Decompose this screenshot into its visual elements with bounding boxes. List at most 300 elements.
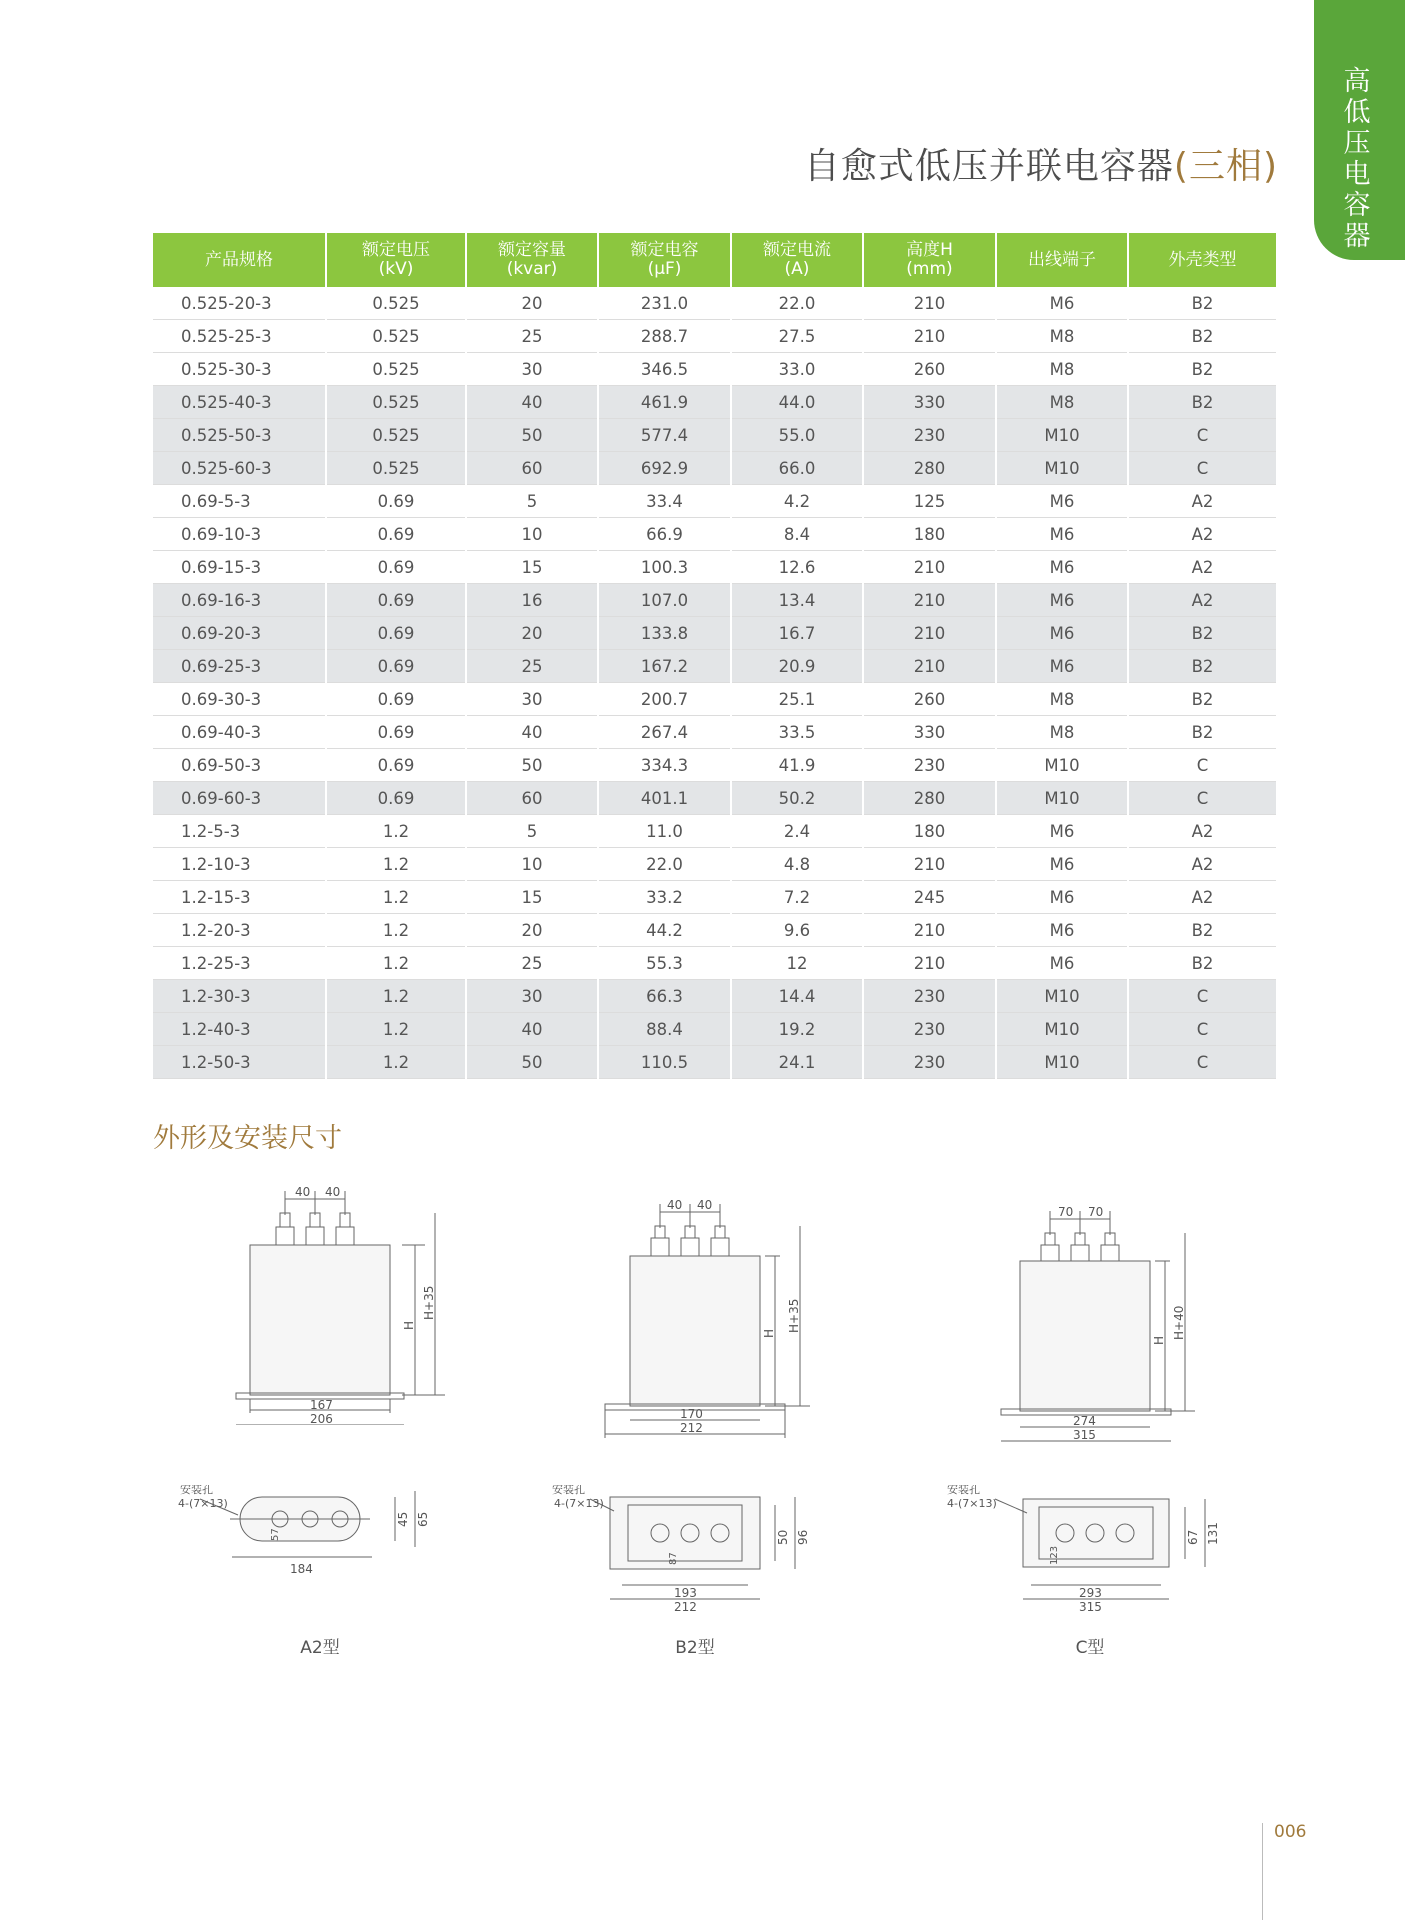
table-cell: 0.69-16-3 xyxy=(153,584,326,617)
table-cell: 100.3 xyxy=(598,551,731,584)
table-cell: A2 xyxy=(1128,485,1276,518)
column-header-label: 出线端子 xyxy=(1028,249,1096,270)
b2-hole-spec: 4-(7×13) xyxy=(554,1497,604,1510)
table-cell: B2 xyxy=(1128,683,1276,716)
table-cell: M10 xyxy=(996,1013,1128,1046)
table-row xyxy=(153,683,1276,716)
table-cell: 210 xyxy=(863,320,996,353)
table-cell: B2 xyxy=(1128,914,1276,947)
table-cell: 210 xyxy=(863,551,996,584)
table-cell: 180 xyxy=(863,518,996,551)
table-cell: 1.2 xyxy=(326,914,466,947)
table-cell: 0.69 xyxy=(326,551,466,584)
table-cell: 40 xyxy=(466,716,598,749)
table-cell: 230 xyxy=(863,1013,996,1046)
table-cell: 1.2 xyxy=(326,980,466,1013)
table-cell: 167.2 xyxy=(598,650,731,683)
table-row xyxy=(153,518,1276,551)
table-cell: 692.9 xyxy=(598,452,731,485)
table-cell: 0.69-40-3 xyxy=(153,716,326,749)
column-header-label: 产品规格 xyxy=(205,249,273,270)
table-cell: 0.69-10-3 xyxy=(153,518,326,551)
table-cell: 280 xyxy=(863,452,996,485)
b2-inner-width: 170 xyxy=(680,1407,703,1421)
table-cell: 200.7 xyxy=(598,683,731,716)
table-cell: 0.525-25-3 xyxy=(153,320,326,353)
b2-outer-width: 212 xyxy=(680,1421,703,1435)
table-cell: C xyxy=(1128,452,1276,485)
table-row xyxy=(153,815,1276,848)
table-row xyxy=(153,287,1276,320)
table-cell: 180 xyxy=(863,815,996,848)
table-cell: M6 xyxy=(996,650,1128,683)
page-title-suffix: (三相) xyxy=(1173,146,1278,187)
a2-h-total: H+35 xyxy=(422,1285,436,1320)
b2-base-d3: 87 xyxy=(668,1552,679,1565)
a2-base-d2: 65 xyxy=(416,1511,430,1527)
table-cell: 22.0 xyxy=(731,287,863,320)
table-cell: 13.4 xyxy=(731,584,863,617)
c-caption: C型 xyxy=(1075,1638,1105,1658)
table-cell: 33.5 xyxy=(731,716,863,749)
table-row xyxy=(153,386,1276,419)
table-cell: 1.2 xyxy=(326,881,466,914)
category-label: 高低压电容器 xyxy=(1343,66,1371,252)
table-cell: 40 xyxy=(466,1013,598,1046)
table-cell: 210 xyxy=(863,287,996,320)
table-cell: M10 xyxy=(996,980,1128,1013)
table-cell: C xyxy=(1128,1013,1276,1046)
table-row xyxy=(153,584,1276,617)
table-cell: 210 xyxy=(863,914,996,947)
table-cell: 25 xyxy=(466,650,598,683)
column-header-label: 额定电流 xyxy=(763,240,831,260)
table-cell: 1.2 xyxy=(326,1013,466,1046)
table-row xyxy=(153,848,1276,881)
b2-h-total: H+35 xyxy=(787,1298,801,1333)
table-cell: B2 xyxy=(1128,287,1276,320)
table-cell: 20.9 xyxy=(731,650,863,683)
table-row xyxy=(153,1046,1276,1079)
footer-divider xyxy=(1262,1823,1263,1920)
a2-base-d1: 45 xyxy=(396,1511,410,1527)
table-cell: 1.2-10-3 xyxy=(153,848,326,881)
b2-base-outer: 212 xyxy=(674,1600,697,1614)
table-cell: 210 xyxy=(863,947,996,980)
c-base-outer: 315 xyxy=(1079,1600,1102,1614)
table-cell: 0.525 xyxy=(326,452,466,485)
table-cell: 577.4 xyxy=(598,419,731,452)
table-cell: 245 xyxy=(863,881,996,914)
table-cell: M8 xyxy=(996,716,1128,749)
table-cell: A2 xyxy=(1128,518,1276,551)
a2-base-length: 184 xyxy=(290,1562,313,1576)
table-cell: 55.0 xyxy=(731,419,863,452)
drawing-c xyxy=(995,1205,1235,1459)
table-cell: C xyxy=(1128,749,1276,782)
table-cell: B2 xyxy=(1128,320,1276,353)
c-pitch-1: 70 xyxy=(1058,1205,1074,1219)
table-cell: 107.0 xyxy=(598,584,731,617)
column-header xyxy=(466,233,598,287)
table-row xyxy=(153,914,1276,947)
table-cell: A2 xyxy=(1128,551,1276,584)
column-header-label: 额定电容 xyxy=(630,240,699,260)
table-cell: 11.0 xyxy=(598,815,731,848)
table-cell: 0.525 xyxy=(326,353,466,386)
table-cell: 30 xyxy=(466,353,598,386)
table-cell: 50.2 xyxy=(731,782,863,815)
table-cell: 60 xyxy=(466,452,598,485)
table-cell: M10 xyxy=(996,1046,1128,1079)
table-cell: B2 xyxy=(1128,617,1276,650)
c-front-view xyxy=(995,1205,1235,1455)
table-cell: 44.2 xyxy=(598,914,731,947)
table-cell: 4.2 xyxy=(731,485,863,518)
table-cell: 25 xyxy=(466,947,598,980)
table-row xyxy=(153,749,1276,782)
table-cell: 230 xyxy=(863,749,996,782)
a2-caption: A2型 xyxy=(300,1638,340,1658)
table-cell: 27.5 xyxy=(731,320,863,353)
column-header-label: 高度H xyxy=(906,240,953,260)
table-cell: 288.7 xyxy=(598,320,731,353)
table-cell: 280 xyxy=(863,782,996,815)
table-cell: M6 xyxy=(996,617,1128,650)
table-cell: 20 xyxy=(466,617,598,650)
table-cell: M8 xyxy=(996,683,1128,716)
table-cell: 4.8 xyxy=(731,848,863,881)
table-row xyxy=(153,782,1276,815)
table-cell: 267.4 xyxy=(598,716,731,749)
table-cell: M6 xyxy=(996,947,1128,980)
table-row xyxy=(153,716,1276,749)
table-cell: 66.0 xyxy=(731,452,863,485)
table-cell: 210 xyxy=(863,584,996,617)
table-cell: 14.4 xyxy=(731,980,863,1013)
table-cell: 0.69-60-3 xyxy=(153,782,326,815)
table-cell: 30 xyxy=(466,683,598,716)
table-cell: 55.3 xyxy=(598,947,731,980)
a2-pitch-2: 40 xyxy=(325,1185,341,1199)
c-base-d2: 131 xyxy=(1206,1522,1220,1545)
table-cell: B2 xyxy=(1128,716,1276,749)
column-header xyxy=(326,233,466,287)
b2-pitch-2: 40 xyxy=(697,1198,713,1212)
table-cell: 230 xyxy=(863,1046,996,1079)
drawing-b2 xyxy=(595,1198,895,1452)
c-base-view xyxy=(945,1485,1235,1615)
table-cell: 0.69-25-3 xyxy=(153,650,326,683)
table-cell: 1.2-5-3 xyxy=(153,815,326,848)
page-title-main: 自愈式低压并联电容器 xyxy=(803,146,1174,187)
table-row xyxy=(153,1013,1276,1046)
table-cell: M6 xyxy=(996,485,1128,518)
table-cell: 1.2-50-3 xyxy=(153,1046,326,1079)
table-cell: B2 xyxy=(1128,386,1276,419)
table-cell: 0.69 xyxy=(326,518,466,551)
table-cell: 40 xyxy=(466,386,598,419)
table-cell: 210 xyxy=(863,617,996,650)
table-cell: 0.69-15-3 xyxy=(153,551,326,584)
table-row xyxy=(153,617,1276,650)
table-cell: 1.2-40-3 xyxy=(153,1013,326,1046)
table-cell: 0.525-20-3 xyxy=(153,287,326,320)
table-cell: 50 xyxy=(466,1046,598,1079)
table-cell: M6 xyxy=(996,518,1128,551)
table-cell: 50 xyxy=(466,749,598,782)
table-cell: 0.525 xyxy=(326,386,466,419)
drawing-c-base xyxy=(945,1485,1235,1619)
table-cell: 30 xyxy=(466,980,598,1013)
table-cell: B2 xyxy=(1128,947,1276,980)
table-cell: M6 xyxy=(996,848,1128,881)
table-cell: 133.8 xyxy=(598,617,731,650)
table-cell: 110.5 xyxy=(598,1046,731,1079)
spec-table-header xyxy=(153,233,1276,287)
table-cell: 33.0 xyxy=(731,353,863,386)
table-cell: 210 xyxy=(863,650,996,683)
page-title xyxy=(780,138,1278,189)
c-base-d3: 123 xyxy=(1049,1545,1060,1565)
a2-pitch-1: 40 xyxy=(295,1185,311,1199)
table-cell: 1.2-20-3 xyxy=(153,914,326,947)
table-cell: 20 xyxy=(466,914,598,947)
table-cell: 66.3 xyxy=(598,980,731,1013)
table-cell: 461.9 xyxy=(598,386,731,419)
table-cell: M6 xyxy=(996,914,1128,947)
table-cell: B2 xyxy=(1128,650,1276,683)
table-cell: 2.4 xyxy=(731,815,863,848)
table-cell: 1.2-30-3 xyxy=(153,980,326,1013)
table-cell: B2 xyxy=(1128,353,1276,386)
drawing-a2 xyxy=(170,1185,460,1429)
table-cell: A2 xyxy=(1128,584,1276,617)
table-cell: 1.2 xyxy=(326,947,466,980)
c-h-total: H+40 xyxy=(1172,1305,1186,1340)
a2-outer-width: 206 xyxy=(310,1412,333,1425)
column-header xyxy=(996,233,1128,287)
table-cell: 12 xyxy=(731,947,863,980)
table-row xyxy=(153,551,1276,584)
table-cell: M8 xyxy=(996,353,1128,386)
table-cell: 1.2 xyxy=(326,1046,466,1079)
table-cell: 22.0 xyxy=(598,848,731,881)
table-cell: 9.6 xyxy=(731,914,863,947)
table-cell: 0.69 xyxy=(326,716,466,749)
table-cell: 7.2 xyxy=(731,881,863,914)
column-header-label: 额定电压 xyxy=(362,240,430,260)
table-cell: 12.6 xyxy=(731,551,863,584)
b2-base-d1: 50 xyxy=(776,1529,790,1545)
table-cell: A2 xyxy=(1128,848,1276,881)
table-cell: 0.525-30-3 xyxy=(153,353,326,386)
b2-pitch-1: 40 xyxy=(667,1198,683,1212)
table-cell: 1.2 xyxy=(326,848,466,881)
table-row xyxy=(153,881,1276,914)
table-row xyxy=(153,353,1276,386)
table-cell: 401.1 xyxy=(598,782,731,815)
table-cell: 1.2-25-3 xyxy=(153,947,326,980)
b2-hole-label: 安装孔 xyxy=(552,1485,585,1496)
table-cell: 8.4 xyxy=(731,518,863,551)
table-cell: 19.2 xyxy=(731,1013,863,1046)
table-cell: M10 xyxy=(996,452,1128,485)
table-cell: 15 xyxy=(466,881,598,914)
table-cell: 230 xyxy=(863,419,996,452)
table-row xyxy=(153,947,1276,980)
table-cell: M6 xyxy=(996,881,1128,914)
table-cell: 330 xyxy=(863,716,996,749)
table-cell: 0.69-30-3 xyxy=(153,683,326,716)
column-header xyxy=(863,233,996,287)
c-hole-spec: 4-(7×13) xyxy=(947,1497,997,1510)
table-cell: 330 xyxy=(863,386,996,419)
b2-base-inner: 193 xyxy=(674,1586,697,1600)
table-cell: 41.9 xyxy=(731,749,863,782)
table-cell: 25 xyxy=(466,320,598,353)
c-base-inner: 293 xyxy=(1079,1586,1102,1600)
table-cell: 231.0 xyxy=(598,287,731,320)
table-cell: C xyxy=(1128,782,1276,815)
table-cell: 1.2 xyxy=(326,815,466,848)
a2-h-label: H xyxy=(402,1320,416,1330)
b2-caption: B2型 xyxy=(675,1638,715,1658)
page-number: 006 xyxy=(1274,1822,1307,1842)
category-side-tab xyxy=(1314,0,1405,260)
section-title: 外形及安装尺寸 xyxy=(153,1123,342,1154)
column-header-label: 外壳类型 xyxy=(1168,249,1237,270)
table-cell: 33.4 xyxy=(598,485,731,518)
a2-base-view xyxy=(170,1485,440,1585)
table-cell: C xyxy=(1128,1046,1276,1079)
table-cell: 334.3 xyxy=(598,749,731,782)
table-cell: 230 xyxy=(863,980,996,1013)
table-cell: M8 xyxy=(996,320,1128,353)
table-cell: 88.4 xyxy=(598,1013,731,1046)
table-cell: M10 xyxy=(996,749,1128,782)
table-cell: C xyxy=(1128,419,1276,452)
a2-inner-width: 167 xyxy=(310,1398,333,1412)
table-cell: A2 xyxy=(1128,815,1276,848)
table-cell: A2 xyxy=(1128,881,1276,914)
c-hole-label: 安装孔 xyxy=(947,1485,980,1496)
table-cell: M6 xyxy=(996,584,1128,617)
table-cell: 10 xyxy=(466,518,598,551)
table-cell: M10 xyxy=(996,782,1128,815)
column-header-unit: (kvar) xyxy=(506,259,558,279)
table-cell: 0.525-50-3 xyxy=(153,419,326,452)
column-header-label: 额定容量 xyxy=(498,240,566,260)
table-cell: 0.525 xyxy=(326,287,466,320)
b2-front-view xyxy=(595,1198,895,1448)
column-header-unit: (mm) xyxy=(906,259,953,279)
table-cell: M8 xyxy=(996,386,1128,419)
table-cell: 0.69-20-3 xyxy=(153,617,326,650)
table-row xyxy=(153,452,1276,485)
table-row xyxy=(153,485,1276,518)
table-cell: 10 xyxy=(466,848,598,881)
table-cell: 5 xyxy=(466,485,598,518)
a2-base-d3: 57 xyxy=(270,1528,281,1541)
c-outer-width: 315 xyxy=(1073,1428,1096,1442)
table-cell: 20 xyxy=(466,287,598,320)
column-header xyxy=(1128,233,1276,287)
table-cell: 0.525 xyxy=(326,419,466,452)
c-pitch-2: 70 xyxy=(1088,1205,1104,1219)
table-cell: 60 xyxy=(466,782,598,815)
table-cell: 66.9 xyxy=(598,518,731,551)
table-cell: 44.0 xyxy=(731,386,863,419)
table-cell: 15 xyxy=(466,551,598,584)
drawing-a2-base xyxy=(170,1485,440,1589)
b2-base-view xyxy=(550,1485,840,1615)
a2-hole-spec: 4-(7×13) xyxy=(178,1497,228,1510)
table-cell: 0.69-50-3 xyxy=(153,749,326,782)
spec-table xyxy=(153,233,1276,1079)
table-cell: 346.5 xyxy=(598,353,731,386)
table-cell: 0.525-60-3 xyxy=(153,452,326,485)
table-cell: 16 xyxy=(466,584,598,617)
column-header xyxy=(598,233,731,287)
table-cell: M6 xyxy=(996,287,1128,320)
table-cell: 210 xyxy=(863,848,996,881)
table-row xyxy=(153,980,1276,1013)
table-row xyxy=(153,650,1276,683)
table-cell: 24.1 xyxy=(731,1046,863,1079)
column-header-unit: (A) xyxy=(784,259,810,279)
a2-hole-label: 安装孔 xyxy=(180,1485,213,1496)
c-base-d1: 67 xyxy=(1186,1529,1200,1545)
table-cell: 0.525-40-3 xyxy=(153,386,326,419)
table-cell: 0.525 xyxy=(326,320,466,353)
column-header xyxy=(153,233,326,287)
table-cell: 50 xyxy=(466,419,598,452)
b2-base-d2: 96 xyxy=(796,1529,810,1545)
table-cell: C xyxy=(1128,980,1276,1013)
table-cell: 0.69 xyxy=(326,683,466,716)
table-cell: 0.69 xyxy=(326,650,466,683)
table-cell: M10 xyxy=(996,419,1128,452)
table-cell: 260 xyxy=(863,353,996,386)
table-cell: 0.69 xyxy=(326,485,466,518)
table-cell: 1.2-15-3 xyxy=(153,881,326,914)
table-row xyxy=(153,419,1276,452)
table-cell: 260 xyxy=(863,683,996,716)
table-cell: 0.69-5-3 xyxy=(153,485,326,518)
table-cell: 25.1 xyxy=(731,683,863,716)
table-cell: 125 xyxy=(863,485,996,518)
table-row xyxy=(153,320,1276,353)
a2-front-view xyxy=(170,1185,460,1425)
column-header-unit: (μF) xyxy=(647,259,682,279)
table-cell: 0.69 xyxy=(326,749,466,782)
c-h-label: H xyxy=(1152,1335,1166,1345)
table-cell: 0.69 xyxy=(326,782,466,815)
table-cell: M6 xyxy=(996,551,1128,584)
table-cell: 0.69 xyxy=(326,584,466,617)
table-cell: M6 xyxy=(996,815,1128,848)
table-cell: 5 xyxy=(466,815,598,848)
table-cell: 33.2 xyxy=(598,881,731,914)
b2-h-label: H xyxy=(762,1328,776,1338)
table-cell: 0.69 xyxy=(326,617,466,650)
table-cell: 16.7 xyxy=(731,617,863,650)
column-header xyxy=(731,233,863,287)
column-header-unit: (kV) xyxy=(378,259,414,279)
drawing-b2-base xyxy=(550,1485,840,1619)
c-inner-width: 274 xyxy=(1073,1414,1096,1428)
